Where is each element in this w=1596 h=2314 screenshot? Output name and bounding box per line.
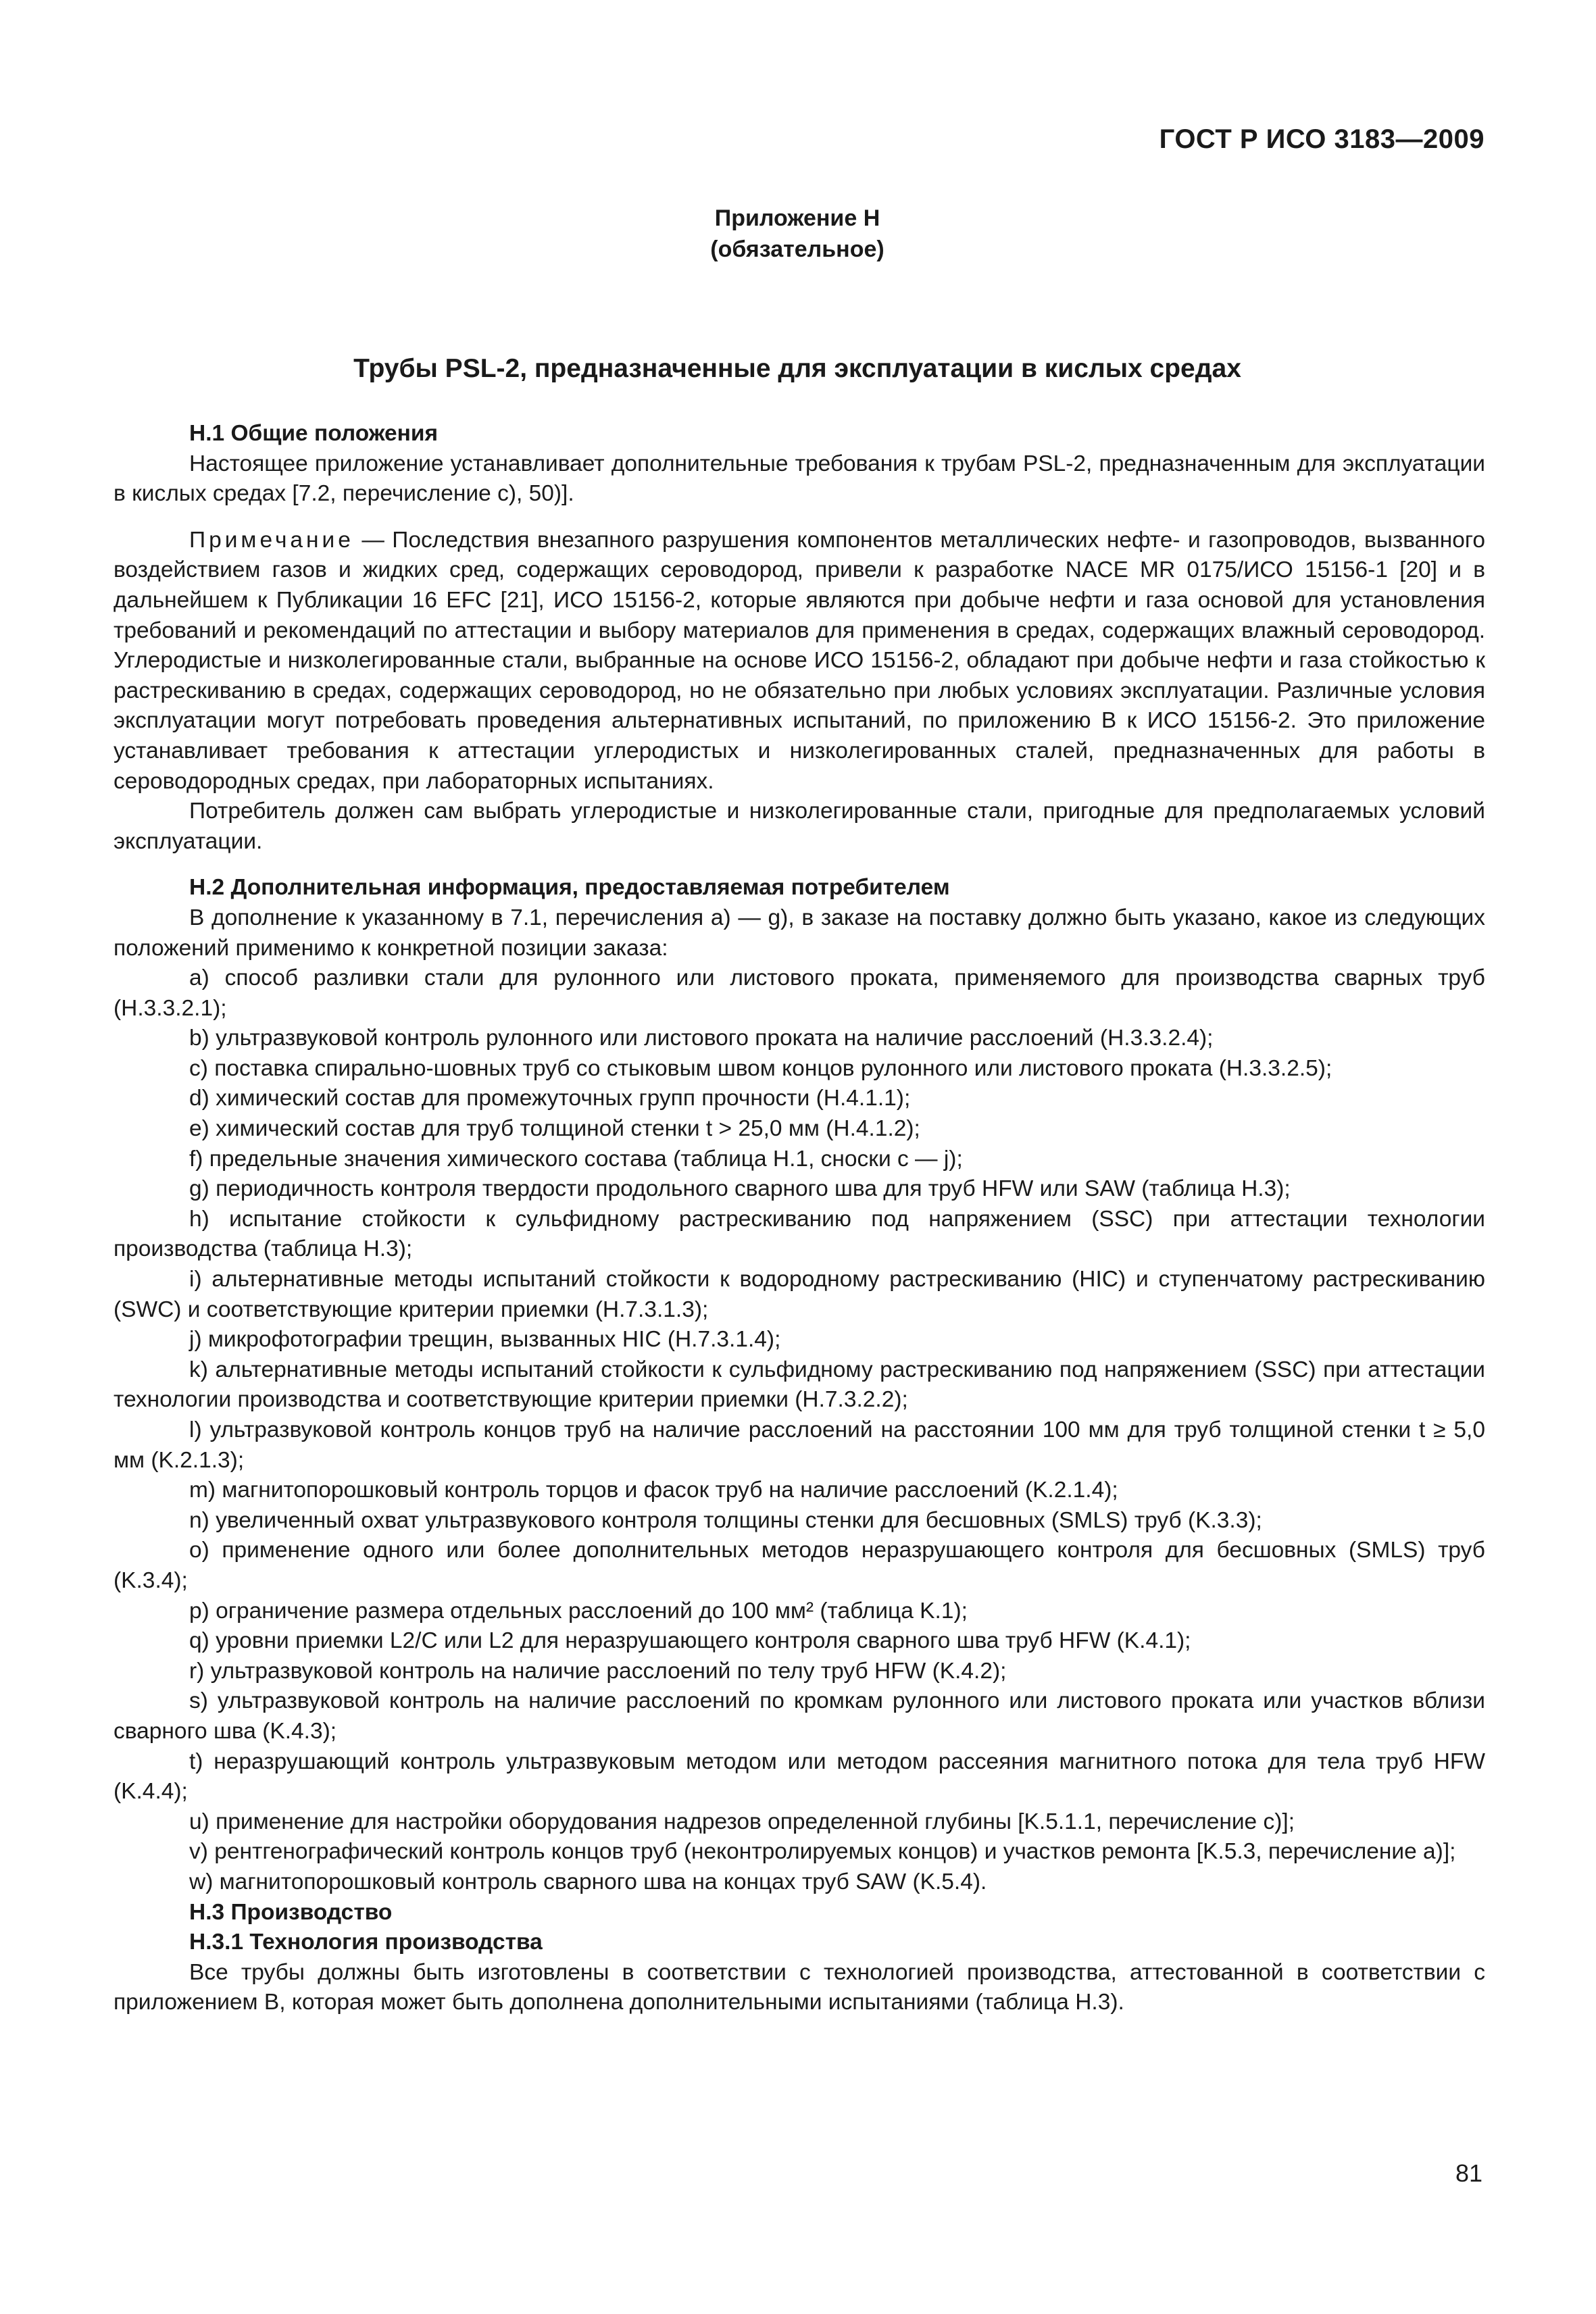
list-item: m) магнитопорошковый контроль торцов и фасок труб на наличие расслоений (K.2.1.4); <box>189 1478 1118 1503</box>
list-item: а) способ разливки стали для рулонного или листового проката, применяемого для производства сварных труб (Н.3.3.2.1); <box>114 965 1485 1021</box>
note-label: Примечание <box>189 527 354 553</box>
note-text: — Последствия внезапного разрушения компонентов металлических нефте- и газопроводов, вызванного воздействием газов и жидких сред, содержащих сероводород, привели к разработке NACE MR 0175/ИСО 15156-1 [20] и в дальнейшем к Публикации 16 EFC [21], ИСО 15156-2, которые являются при добыче нефти и газа основой для установления требований и рекомендаций по аттестации и выбору материалов для применения в средах, содержащих влажный сероводород. Углеродистые и низколегированные стали, выбранные на основе ИСО 15156-2, обладают при добыче нефти и газа стойкостью к растрескиванию в средах, содержащих сероводород, но не обязательно при любых условиях эксплуатации. Различные условия эксплуатации могут потребовать проведения альтернативных испытаний, по приложению В к ИСО 15156-2. Это приложение устанавливает требования к аттестации углеродистых и низколегированных сталей, предназначенных для работы в сероводородных средах, при лабораторных испытаниях. <box>114 527 1485 794</box>
list-item: r) ультразвуковой контроль на наличие расслоений по телу труб HFW (K.4.2); <box>189 1658 1007 1684</box>
section-heading-h2: Н.2 Дополнительная информация, предоставляемая потребителем <box>189 875 950 901</box>
list-item: i) альтернативные методы испытаний стойкости к водородному растрескиванию (HIC) и ступенчатому растрескиванию (SWC) и соответствующие критерии приемки (Н.7.3.1.3); <box>114 1267 1485 1322</box>
list-item: j) микрофотографии трещин, вызванных HIC (Н.7.3.1.4); <box>189 1327 781 1353</box>
section-heading-h3: Н.3 Производство <box>189 1899 393 1925</box>
standard-header: ГОСТ Р ИСО 3183—2009 <box>1159 124 1485 154</box>
requirements-list <box>114 963 1485 1897</box>
list-item: о) применение одного или более дополнительных методов неразрушающего контроля для бесшовных (SMLS) труб (K.3.4); <box>114 1538 1485 1593</box>
list-item: f) предельные значения химического состава (таблица Н.1, сноски с — j); <box>189 1146 963 1172</box>
list-item: n) увеличенный охват ультразвукового контроля толщины стенки для бесшовных (SMLS) труб (K.3.3); <box>189 1507 1262 1533</box>
appendix-type: (обязательное) <box>710 236 884 262</box>
paragraph-h2-intro: В дополнение к указанному в 7.1, перечисления а) — g), в заказе на поставку должно быть указано, какое из следующих положений применимо к конкретной позиции заказа: <box>114 905 1485 961</box>
appendix-label: Приложение Н <box>714 205 880 231</box>
list-item: h) испытание стойкости к сульфидному растрескиванию под напряжением (SSC) при аттестации технологии производства (таблица Н.3); <box>114 1206 1485 1262</box>
list-item: w) магнитопорошковый контроль сварного шва на концах труб SAW (K.5.4). <box>189 1869 987 1894</box>
list-item: k) альтернативные методы испытаний стойкости к сульфидному растрескиванию под напряжением (SSC) при аттестации технологии производства и соответствующие критерии приемки (Н.7.3.2.2); <box>114 1357 1485 1413</box>
subsection-heading-h3-1: Н.3.1 Технология производства <box>189 1930 543 1955</box>
list-item: с) поставка спирально-шовных труб со стыковым швом концов рулонного или листового проката (Н.3.3.2.5); <box>189 1055 1332 1081</box>
section-heading-h1: Н.1 Общие положения <box>189 421 439 446</box>
list-item: p) ограничение размера отдельных расслоений до 100 мм² (таблица K.1); <box>189 1598 968 1624</box>
list-item: b) ультразвуковой контроль рулонного или листового проката на наличие расслоений (Н.3.3.2.4); <box>189 1026 1214 1051</box>
list-item: v) рентгенографический контроль концов труб (неконтролируемых концов) и участков ремонта [K.5.3, перечисление а)]; <box>189 1839 1456 1865</box>
paragraph-h3-text: Все трубы должны быть изготовлены в соответствии с технологией производства, аттестованной в соответствии с приложением В, которая может быть дополнена дополнительными испытаниями (таблица Н.3). <box>114 1959 1485 2015</box>
list-item: t) неразрушающий контроль ультразвуковым методом или методом рассеяния магнитного потока для тела труб HFW (K.4.4); <box>114 1749 1485 1805</box>
list-item: d) химический состав для промежуточных групп прочности (Н.4.1.1); <box>189 1086 911 1111</box>
page-number: 81 <box>1455 2159 1482 2187</box>
list-item: q) уровни приемки L2/C или L2 для неразрушающего контроля сварного шва труб HFW (K.4.1); <box>189 1628 1191 1654</box>
list-item: g) периодичность контроля твердости продольного сварного шва для труб HFW или SAW (таблица Н.3); <box>189 1176 1291 1202</box>
list-item: s) ультразвуковой контроль на наличие расслоений по кромкам рулонного или листового проката или участков вблизи сварного шва (K.4.3); <box>114 1688 1485 1744</box>
document-title: Трубы PSL-2, предназначенные для эксплуатации в кислых средах <box>353 354 1241 383</box>
appendix-block <box>0 203 1595 265</box>
paragraph-h1-text: Настоящее приложение устанавливает дополнительные требования к трубам PSL-2, предназначенным для эксплуатации в кислых средах [7.2, перечисление с), 50)]. <box>114 451 1485 507</box>
list-item: e) химический состав для труб толщиной стенки t > 25,0 мм (Н.4.1.2); <box>189 1116 920 1142</box>
document-body <box>114 419 1485 2018</box>
note-paragraph <box>114 526 1485 797</box>
note-paragraph-2: Потребитель должен сам выбрать углеродистые и низколегированные стали, пригодные для предполагаемых условий эксплуатации. <box>114 799 1485 854</box>
list-item: u) применение для настройки оборудования надрезов определенной глубины [K.5.1.1, перечисление с)]; <box>189 1809 1295 1834</box>
list-item: l) ультразвуковой контроль концов труб на наличие расслоений на расстоянии 100 мм для труб толщиной стенки t ≥ 5,0 мм (K.2.1.3); <box>114 1417 1485 1473</box>
